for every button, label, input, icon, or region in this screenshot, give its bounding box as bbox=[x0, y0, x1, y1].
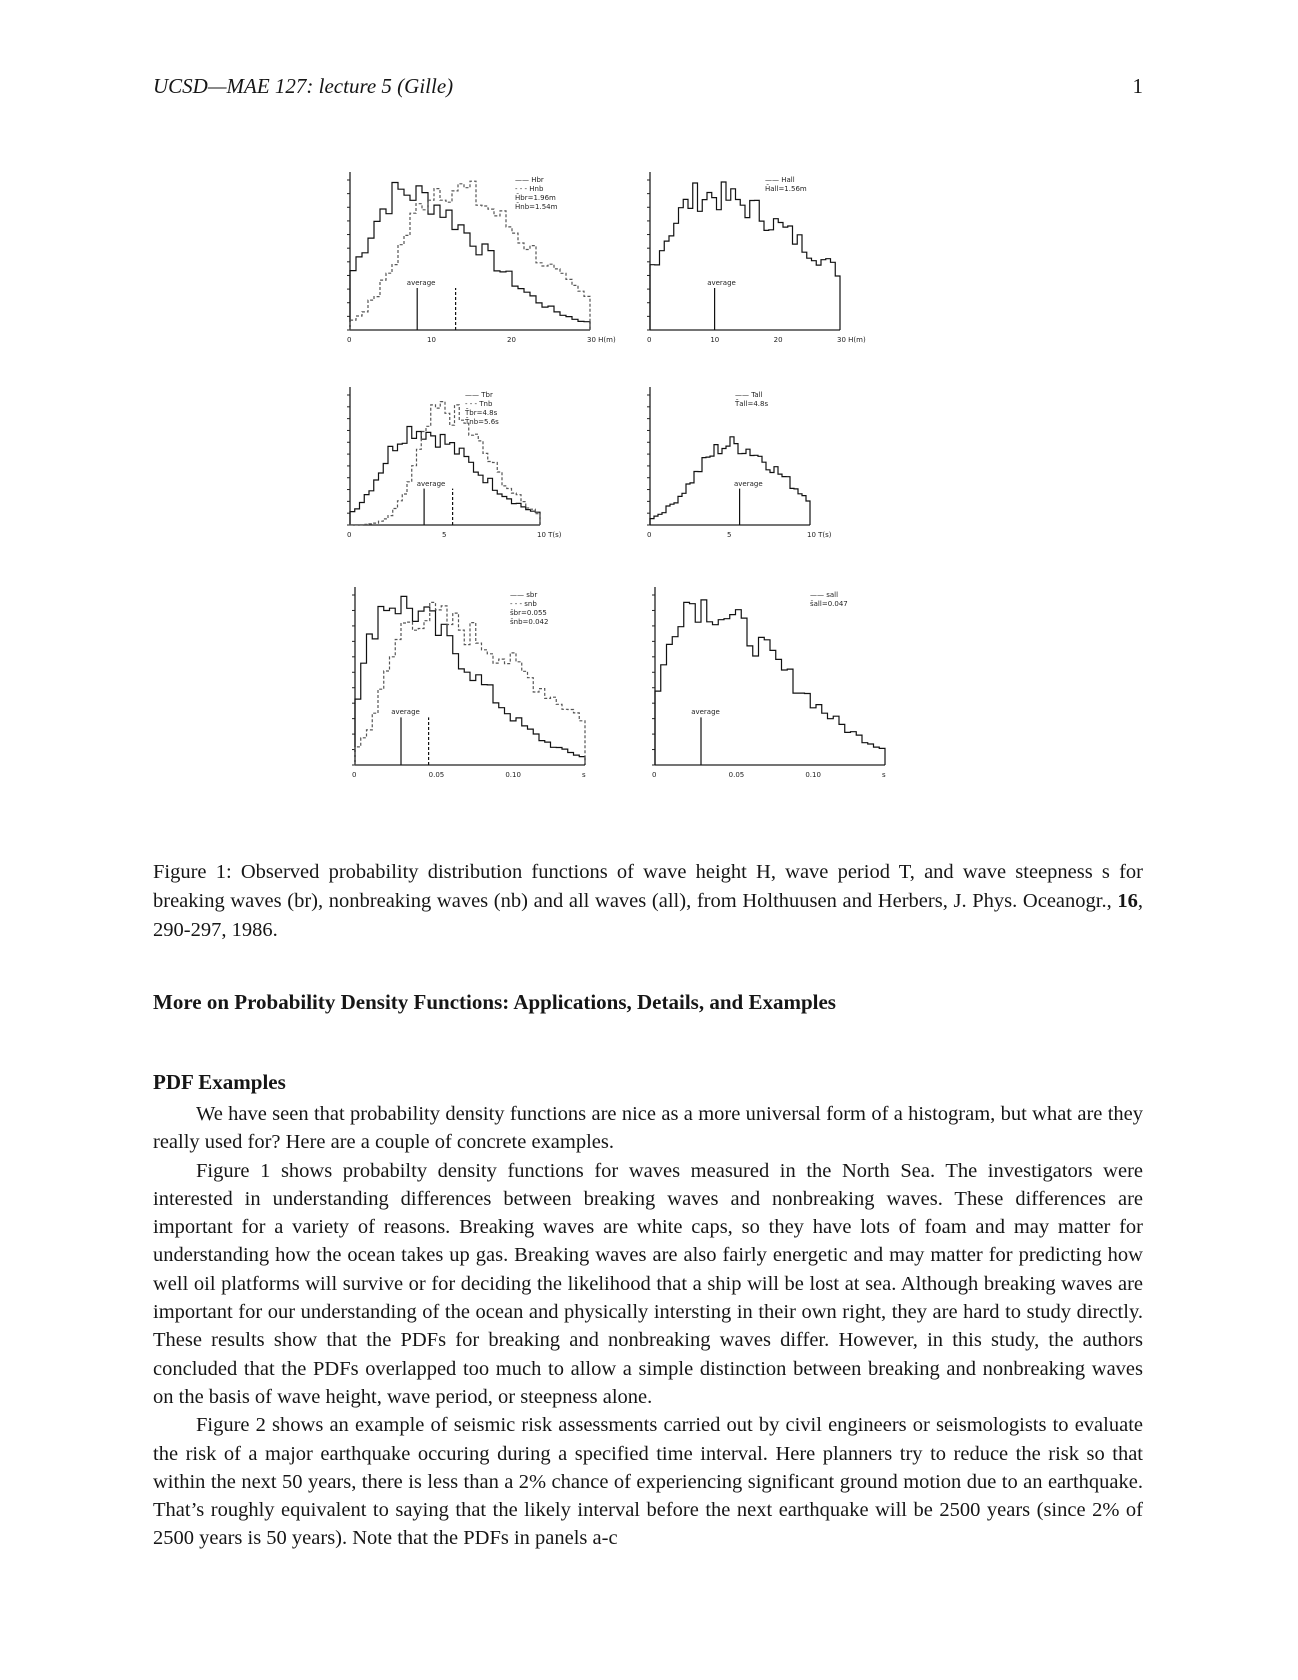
caption-volume: 16 bbox=[1117, 890, 1138, 912]
x-tick-label: 10 T(s) bbox=[537, 531, 562, 539]
caption-text: , and wave steepness bbox=[909, 861, 1102, 883]
legend-entry: —— Hall bbox=[765, 176, 795, 184]
caption-text: for breaking waves (br), nonbreaking waves (nb) and all waves (all), from Holthuusen and Herbers, bbox=[153, 861, 1143, 912]
page-number: 1 bbox=[1132, 74, 1143, 98]
average-label: average bbox=[406, 279, 436, 287]
x-tick-label: 0 bbox=[652, 771, 657, 779]
x-tick-label: 5 bbox=[442, 531, 447, 539]
x-tick-label: 10 bbox=[427, 336, 436, 344]
paragraph: Figure 1 shows probabilty density functions for waves measured in the North Sea. The investigators were interested in understanding differences between breaking waves and nonbreaking waves. These differences are important for a variety of reasons. Breaking waves are white caps, so they have lots of foam and may matter for understanding how the ocean takes up gas. Breaking waves are also fairly energetic and may matter for predicting how well oil platforms will survive or for deciding the likelihood that a ship will be lost at sea. Although breaking waves are important for our understanding of the ocean and physically intersting in their own right, they are hard to study directly. These results show that the PDFs for breaking and nonbreaking waves differ. However, in this study, the authors concluded that the PDFs overlapped too much to allow a simple distinction between breaking and nonbreaking waves on the basis of wave height, wave period, or steepness alone. bbox=[153, 1159, 1143, 1408]
page-header bbox=[153, 74, 1143, 104]
x-tick-label: 0.10 bbox=[805, 771, 821, 779]
x-tick-label: 0.05 bbox=[728, 771, 745, 779]
legend-entry: H̄all=1.56m bbox=[765, 185, 807, 193]
x-tick-label: 30 H(m) bbox=[837, 336, 866, 344]
legend-entry: T̄nb=5.6s bbox=[465, 418, 499, 426]
x-tick-label: 30 H(m) bbox=[587, 336, 616, 344]
x-tick-label: 10 bbox=[710, 336, 720, 344]
figure-1-histograms bbox=[330, 150, 990, 840]
average-label: average bbox=[416, 480, 446, 488]
x-tick-label: 0 bbox=[347, 336, 352, 344]
body-text bbox=[153, 1100, 1143, 1553]
x-tick-label: 0 bbox=[352, 771, 357, 779]
caption-text: Figure 1: Observed probability distribution functions of wave height bbox=[153, 861, 757, 883]
paragraph: Figure 2 shows an example of seismic risk assessments carried out by civil engineers or seismologists to evaluate the risk of a major earthquake occuring during a specified time interval. Here planners try to reduce the risk so that within the next 50 years, there is less than a 2% chance of experiencing significant ground motion due to an earthquake. That’s roughly equivalent to saying that the likely interval before the next earthquake will be 2500 years (since 2% of 2500 years is 50 years). Note that the PDFs in panels a-c bbox=[153, 1414, 1143, 1550]
running-head: UCSD—MAE 127: lecture 5 (Gille) bbox=[153, 74, 454, 98]
caption-text: , 290-297, 1986. bbox=[153, 890, 1144, 941]
legend-entry: H̄br=1.96m bbox=[515, 194, 556, 202]
histogram-solid bbox=[355, 596, 585, 765]
legend-entry: - - - Hnb bbox=[515, 185, 544, 193]
x-tick-label: 0.10 bbox=[505, 771, 521, 779]
average-label: average bbox=[734, 480, 763, 488]
legend-entry: —— Hbr bbox=[515, 176, 544, 184]
x-tick-label: s bbox=[882, 771, 886, 779]
x-tick-label: 0 bbox=[347, 531, 352, 539]
legend-entry: T̄all=4.8s bbox=[735, 400, 769, 408]
figure-caption bbox=[153, 858, 1143, 945]
legend-entry: T̄br=4.8s bbox=[465, 409, 498, 417]
legend-entry: s̄all=0.047 bbox=[810, 600, 848, 608]
average-label: average bbox=[707, 279, 736, 287]
legend-entry: s̄nb=0.042 bbox=[510, 618, 549, 626]
caption-symbol-h: H bbox=[756, 861, 771, 883]
histogram-dashed bbox=[350, 402, 540, 525]
legend-entry: H̄nb=1.54m bbox=[515, 203, 558, 211]
x-tick-label: 20 bbox=[507, 336, 516, 344]
figure-1-svg bbox=[330, 150, 990, 840]
x-tick-label: 20 bbox=[773, 336, 783, 344]
histogram-solid bbox=[655, 600, 885, 765]
x-tick-label: 0 bbox=[647, 531, 652, 539]
x-tick-label: 5 bbox=[727, 531, 732, 539]
subsection-title: PDF Examples bbox=[153, 1070, 286, 1094]
histogram-solid bbox=[350, 427, 540, 526]
histogram-solid bbox=[650, 182, 840, 330]
caption-text: , wave period bbox=[770, 861, 899, 883]
x-tick-label: 0.05 bbox=[428, 771, 445, 779]
histogram-solid bbox=[650, 437, 810, 525]
legend-entry: - - - Tnb bbox=[465, 400, 493, 408]
legend-entry: —— sall bbox=[810, 591, 839, 599]
legend-entry: s̄br=0.055 bbox=[510, 609, 547, 617]
x-tick-label: 0 bbox=[647, 336, 652, 344]
section-title: More on Probability Density Functions: Applications, Details, and Examples bbox=[153, 990, 836, 1014]
legend-entry: - - - snb bbox=[510, 600, 537, 608]
x-tick-label: s bbox=[582, 771, 586, 779]
caption-text: , bbox=[1106, 890, 1118, 912]
legend-entry: —— Tbr bbox=[465, 391, 493, 399]
caption-journal: J. Phys. Oceanogr. bbox=[953, 890, 1107, 912]
histogram-dashed bbox=[355, 602, 585, 765]
caption-symbol-t: T bbox=[898, 861, 910, 883]
average-label: average bbox=[391, 708, 420, 716]
paragraph: We have seen that probability density functions are nice as a more universal form of a histogram, but what are they really used for? Here are a couple of concrete examples. bbox=[153, 1103, 1143, 1154]
legend-entry: —— Tall bbox=[735, 391, 763, 399]
legend-entry: —— sbr bbox=[510, 591, 538, 599]
x-tick-label: 10 T(s) bbox=[807, 531, 832, 539]
caption-symbol-s: s bbox=[1101, 861, 1110, 883]
average-label: average bbox=[691, 708, 720, 716]
